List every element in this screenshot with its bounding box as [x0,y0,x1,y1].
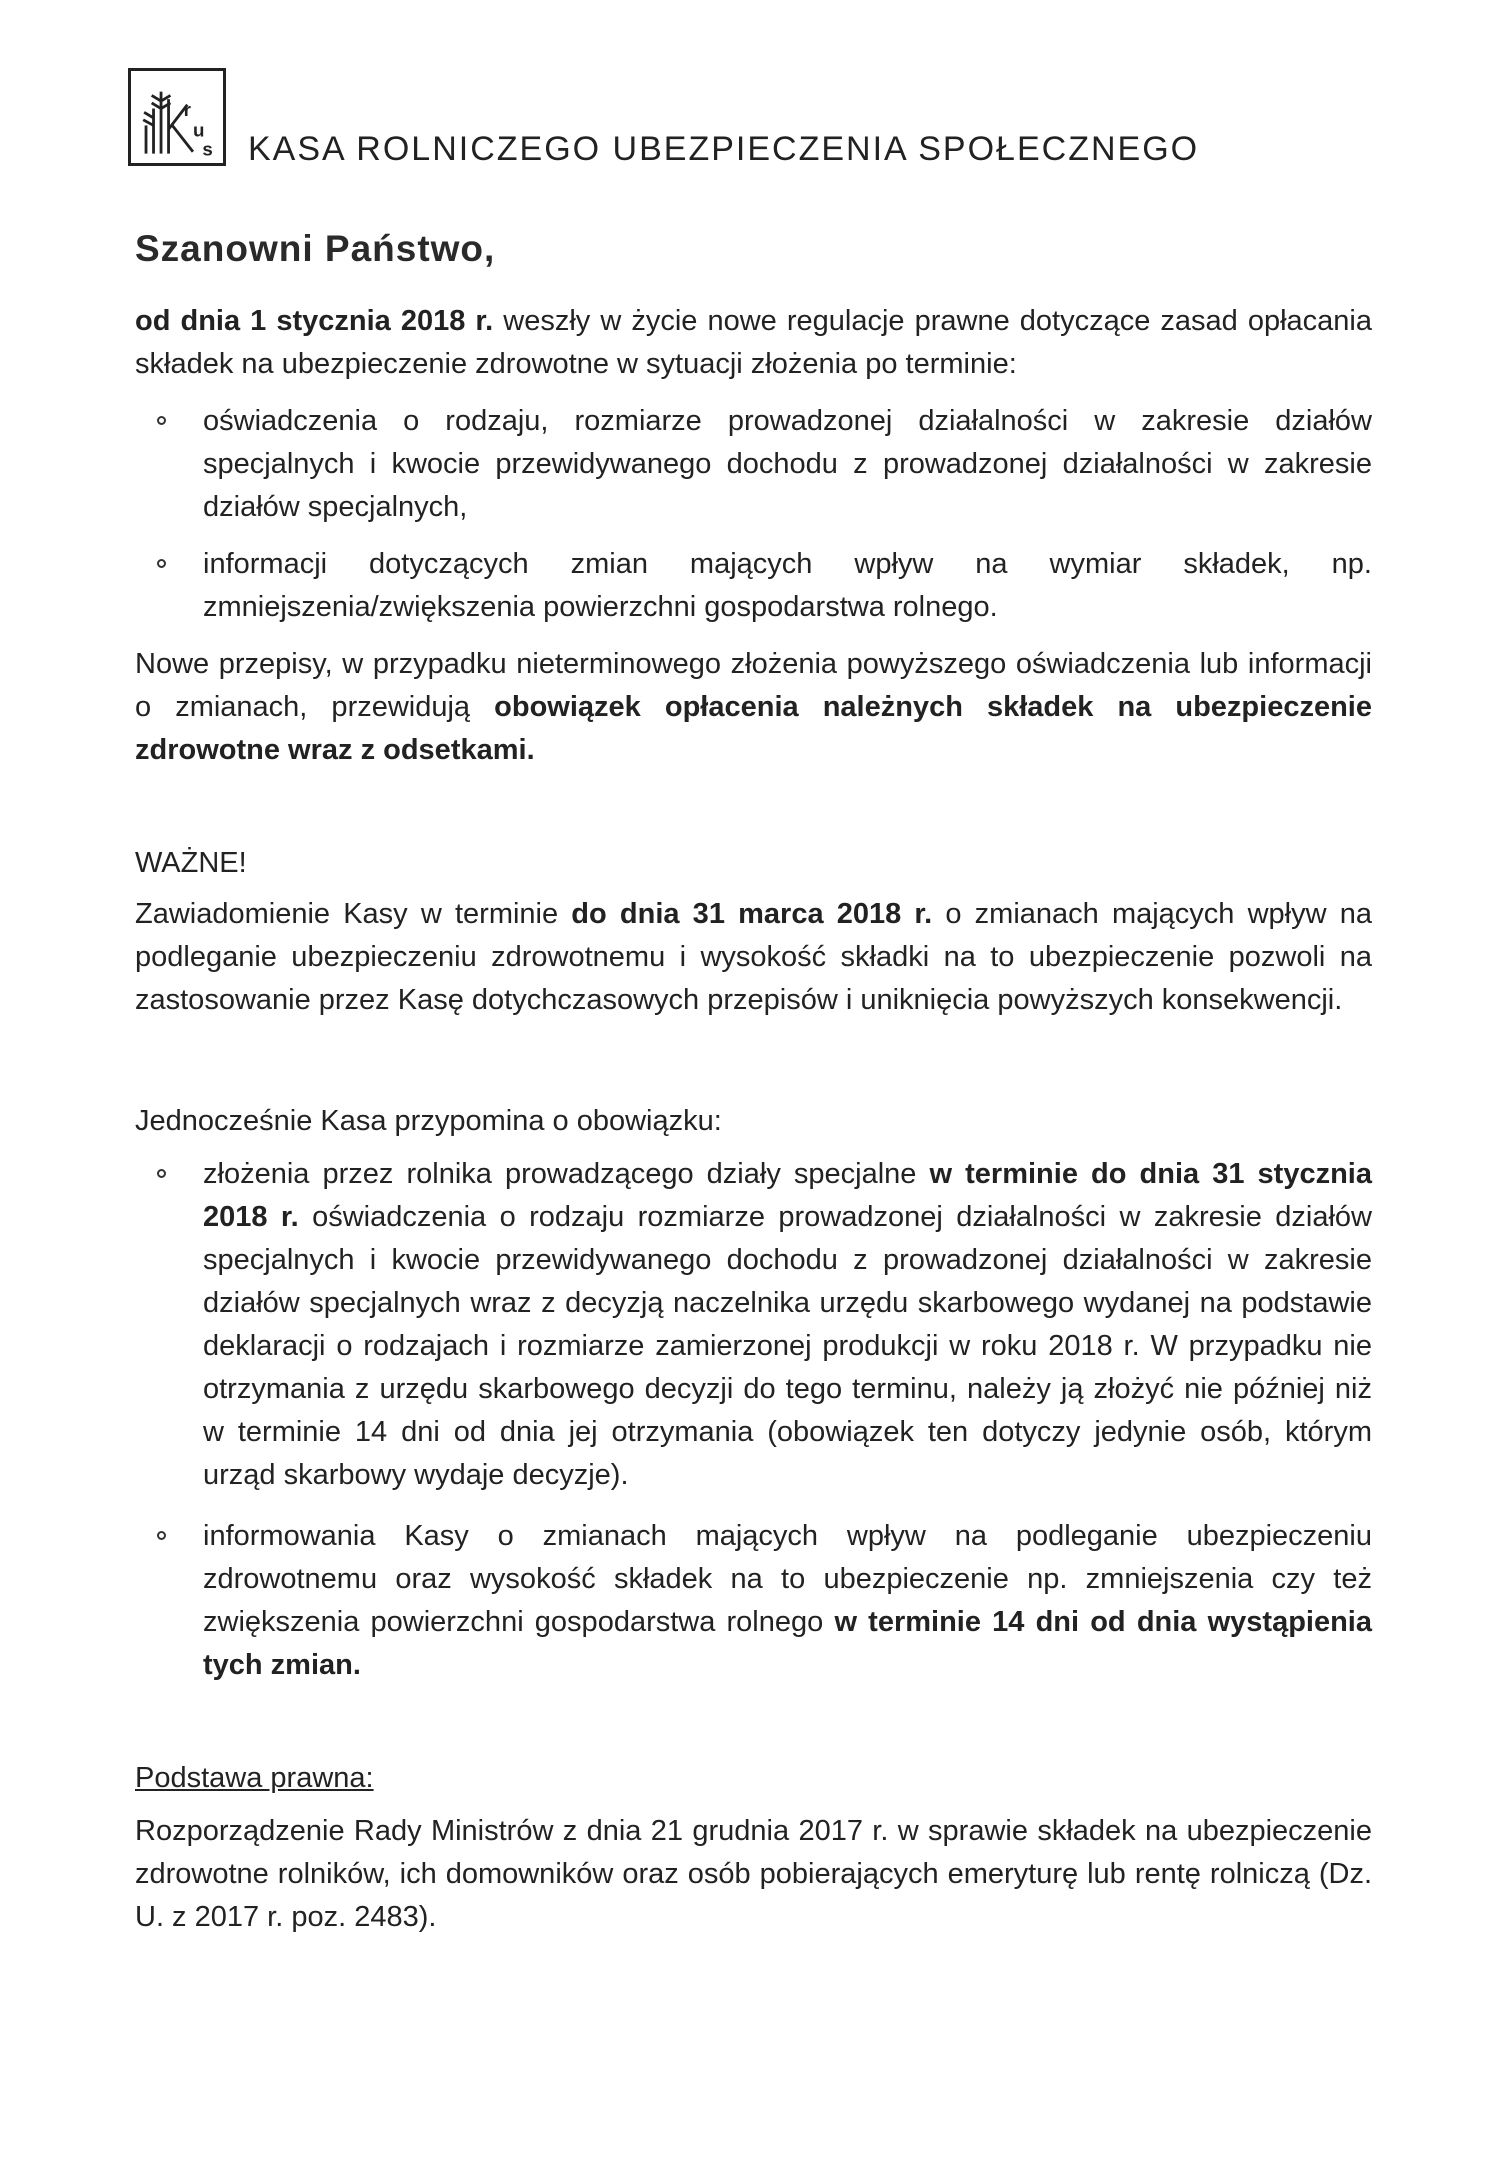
svg-text:r: r [183,99,191,121]
intro-text: weszły w życie nowe regulacje prawne dotyczące zasad opłacania składek na ubezpieczenie zdrowotne w sytuacji złożenia po terminie: [135,305,1372,380]
late-submission-list [135,400,1372,629]
bullet-icon [157,1531,166,1540]
list-item-text-rest: oświadczenia o rodzaju rozmiarze prowadzonej działalności w zakresie działów specjalnych i kwocie przewidywanego dochodu z prowadzonej działalności w zakresie działów specjalnych wraz z decyzją naczelnika urzędu skarbowego wydanej na podstawie deklaracji o rodzajach i rozmiarze zamierzonej produkcji w roku 2018 r. W przypadku nie otrzymania z urzędu skarbowego decyzji do tego terminu, należy ją złożyć nie później niż w terminie 14 dni od dnia jej otrzymania (obowiązek ten dotyczy jedynie osób, którym urząd skarbowy wydaje decyzje). [203,1201,1372,1491]
important-text-rest: o zmianach mających wpływ na podleganie ubezpieczeniu zdrowotnemu i wysokość składki na to ubezpieczenie pozwoli na zastosowanie przez Kasę dotychczasowych przepisów i uniknięcia powyższych konsekwencji. [135,898,1372,1016]
legal-basis-text: Rozporządzenie Rady Ministrów z dnia 21 grudnia 2017 r. w sprawie składek na ubezpieczenie zdrowotne rolników, ich domowników oraz osób pobierających emeryturę lub rentę rolniczą (Dz. U. z 2017 r. poz. 2483). [135,1815,1372,1933]
greeting: Szanowni Państwo, [135,228,496,269]
important-text: Zawiadomienie Kasy w terminie [135,898,572,930]
new-rules-text: Nowe przepisy, w przypadku nieterminowego złożenia powyższego oświadczenia lub informacji o zmianach, przewidują [135,648,1372,723]
krus-logo [128,68,226,166]
intro-date: od dnia 1 stycznia 2018 r. [135,305,494,337]
important-date: do dnia 31 marca 2018 r. [571,898,933,930]
important-heading: WAŻNE! [135,847,247,879]
list-item-text: informacji dotyczących zmian mających wpływ na wymiar składek, np. zmniejszenia/zwiększenia powierzchni gospodarstwa rolnego. [203,548,1372,623]
list-item-text: złożenia przez rolnika prowadzącego działy specjalne [203,1158,930,1190]
list-item-text: oświadczenia o rodzaju, rozmiarze prowadzonej działalności w zakresie działów specjalnych i kwocie przewidywanego dochodu z prowadzonej działalności w zakresie działów specjalnych, [203,405,1372,523]
organization-name: KASA ROLNICZEGO UBEZPIECZENIA SPOŁECZNEGO [248,130,1200,168]
reminder-list [135,1153,1372,1687]
bullet-icon [157,416,166,425]
intro-paragraph [135,300,1372,386]
letterhead [128,68,1328,178]
list-item [135,543,1372,629]
list-item-text: informowania Kasy o zmianach mających wpływ na podleganie ubezpieczeniu zdrowotnemu oraz wysokość składek na to ubezpieczenie np. zmniejszenia czy też zwiększenia powierzchni gospodarstwa rolnego [203,1520,1372,1638]
svg-text:u: u [192,119,205,141]
bullet-icon [157,559,166,568]
list-item-bold: w terminie 14 dni od dnia wystąpienia tych zmian. [203,1606,1372,1681]
reminder-intro: Jednocześnie Kasa przypomina o obowiązku: [135,1105,722,1137]
bullet-icon [157,1169,166,1178]
new-rules-paragraph [135,643,1372,772]
list-item [135,1153,1372,1497]
letter-body [135,300,1372,1939]
list-item [135,400,1372,529]
svg-text:s: s [202,138,213,160]
krus-logo-icon [131,71,223,163]
legal-basis-heading: Podstawa prawna: [135,1762,374,1794]
new-rules-bold: obowiązek opłacenia należnych składek na ubezpieczenie zdrowotne wraz z odsetkami. [135,691,1372,766]
important-paragraph [135,893,1372,1022]
list-item [135,1515,1372,1687]
list-item-bold: w terminie do dnia 31 stycznia 2018 r. [203,1158,1372,1233]
